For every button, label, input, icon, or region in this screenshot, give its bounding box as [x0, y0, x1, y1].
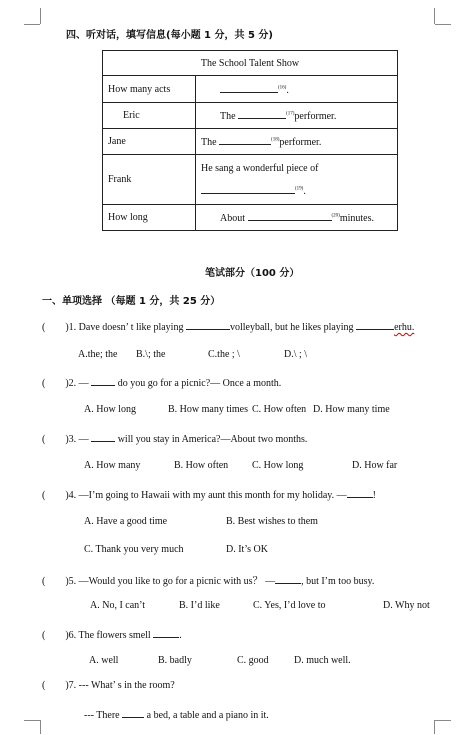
question-stem: )3. —: [65, 434, 92, 445]
question-stem: will you stay in America?—About two months.: [115, 434, 308, 445]
row-answer: [196, 155, 398, 205]
option-3a[interactable]: A. How many: [84, 460, 141, 471]
question-stem: )2. —: [65, 378, 92, 389]
question-7: [42, 680, 175, 691]
question-4: [42, 488, 376, 501]
crop-mark-top-left-v: [40, 8, 41, 24]
question-3: [42, 432, 307, 445]
row-suffix: performer.: [294, 111, 337, 122]
question-5: [42, 572, 374, 587]
row-answer: [196, 76, 398, 103]
option-6c[interactable]: C. good: [237, 655, 269, 666]
table-title-row: [103, 51, 398, 76]
row-suffix: .: [286, 84, 289, 96]
question-blank[interactable]: [153, 628, 179, 638]
question-7-line2: [84, 708, 269, 721]
answer-blank-20[interactable]: [248, 211, 332, 221]
question-stem: a bed, a table and a piano in it.: [144, 710, 269, 721]
row-answer: [196, 129, 398, 155]
row-answer: [196, 103, 398, 129]
row-prefix: About: [220, 213, 245, 224]
question-number: (19): [295, 186, 304, 192]
question-stem: )5. —Would you like to go for a picnic with us？ —: [65, 576, 276, 587]
question-blank[interactable]: [356, 320, 394, 330]
question-stem: do you go for a picnic?— Once a month.: [115, 378, 282, 389]
option-4b[interactable]: B. Best wishes to them: [226, 516, 318, 527]
crop-mark-top-left-h: [24, 24, 40, 25]
crop-mark-bottom-right-v: [434, 720, 435, 734]
answer-blank-16[interactable]: [220, 83, 278, 93]
option-2b[interactable]: B. How many times: [168, 404, 248, 415]
option-3d[interactable]: D. How far: [352, 460, 398, 471]
row-suffix: .: [303, 185, 306, 197]
answer-blank-17[interactable]: [238, 109, 286, 119]
answer-bracket: (: [42, 490, 46, 501]
row-prefix: The: [220, 111, 236, 122]
table-row: [103, 103, 398, 129]
table-row: [103, 129, 398, 155]
option-2d[interactable]: D. How many time: [313, 404, 390, 415]
crop-mark-bottom-left-v: [40, 720, 41, 734]
answer-bracket: (: [42, 680, 46, 691]
question-6: [42, 628, 182, 641]
option-2c[interactable]: C. How often: [252, 404, 307, 415]
table-row: [103, 76, 398, 103]
section1-heading: 一、单项选择 （每题 1 分，共 25 分）: [42, 296, 221, 307]
row-label: Eric: [103, 103, 196, 129]
section4-heading: 四、听对话，填写信息(每小题 1 分，共 5 分): [66, 30, 273, 41]
crop-mark-top-right-v: [434, 8, 435, 24]
row-answer: [196, 205, 398, 231]
answer-bracket: (: [42, 378, 46, 389]
question-stem: )6. The flowers smell: [65, 630, 154, 641]
crop-mark-bottom-left-h: [24, 720, 40, 721]
question-1: [42, 320, 414, 333]
written-part-title: 笔试部分（100 分）: [205, 268, 300, 279]
option-5a[interactable]: A. No, I can’t: [90, 600, 146, 611]
row-line1: He sang a wonderful piece of: [201, 162, 319, 174]
question-blank[interactable]: [91, 432, 115, 442]
answer-bracket: (: [42, 434, 46, 445]
question-stem: .: [179, 630, 182, 641]
crop-mark-top-right-h: [435, 24, 451, 25]
row-prefix: The: [201, 137, 217, 148]
question-2: [42, 376, 281, 389]
answer-bracket: (: [42, 576, 46, 587]
option-4a[interactable]: A. Have a good time: [84, 516, 168, 527]
answer-blank-19[interactable]: [201, 184, 295, 194]
option-1b[interactable]: B.\; the: [136, 349, 166, 360]
answer-bracket: (: [42, 322, 46, 333]
question-blank[interactable]: [186, 320, 230, 330]
option-1d[interactable]: D.\ ; \: [284, 349, 308, 360]
option-3c[interactable]: C. How long: [252, 460, 304, 471]
option-4c[interactable]: C. Thank you very much: [84, 544, 184, 555]
answer-bracket: (: [42, 630, 46, 641]
table-row: [103, 205, 398, 231]
question-stem: )4. —I’m going to Hawaii with my aunt this month for my holiday. —: [65, 490, 347, 501]
question-blank[interactable]: [347, 488, 373, 498]
question-stem: )1. Dave doesn’ t like playing: [65, 322, 186, 333]
answer-blank-18[interactable]: [219, 135, 271, 145]
option-6a[interactable]: A. well: [89, 655, 119, 666]
question-stem: --- There: [84, 710, 123, 721]
question-number: (17): [286, 111, 295, 117]
question-stem: , but I’m too busy.: [301, 576, 375, 587]
option-1c[interactable]: C.the ; \: [208, 349, 240, 360]
question-stem: )7. --- What’ s in the room?: [65, 680, 175, 691]
row-label: How many acts: [103, 76, 196, 103]
question-stem: !: [372, 490, 376, 501]
row-label: How long: [103, 205, 196, 231]
question-number: (16): [278, 85, 287, 91]
option-2a[interactable]: A. How long: [84, 404, 136, 415]
option-5c[interactable]: C. Yes, I’d love to: [253, 600, 326, 611]
option-5b[interactable]: B. I’d like: [179, 600, 220, 611]
option-6b[interactable]: B. badly: [158, 655, 192, 666]
option-3b[interactable]: B. How often: [174, 460, 229, 471]
question-number: (18): [271, 137, 280, 143]
table-title: The School Talent Show: [103, 51, 398, 76]
row-suffix: performer.: [279, 137, 322, 148]
talent-show-table: [102, 50, 398, 231]
option-5d[interactable]: D. Why not: [383, 600, 430, 611]
question-blank[interactable]: [275, 574, 301, 584]
question-blank[interactable]: [91, 376, 115, 386]
crop-mark-bottom-right-h: [435, 720, 451, 721]
option-4d[interactable]: D. It’s OK: [226, 544, 268, 555]
row-label: Jane: [103, 129, 196, 155]
question-stem: erhu.: [394, 322, 415, 333]
table-row: [103, 155, 398, 205]
question-number: (20): [331, 213, 340, 219]
row-label: Frank: [103, 155, 196, 205]
option-1a[interactable]: A.the; the: [78, 349, 118, 360]
option-6d[interactable]: D. much well.: [294, 655, 351, 666]
question-stem: volleyball, but he likes playing: [229, 322, 357, 333]
question-blank[interactable]: [122, 708, 144, 718]
row-suffix: minutes.: [339, 213, 375, 224]
